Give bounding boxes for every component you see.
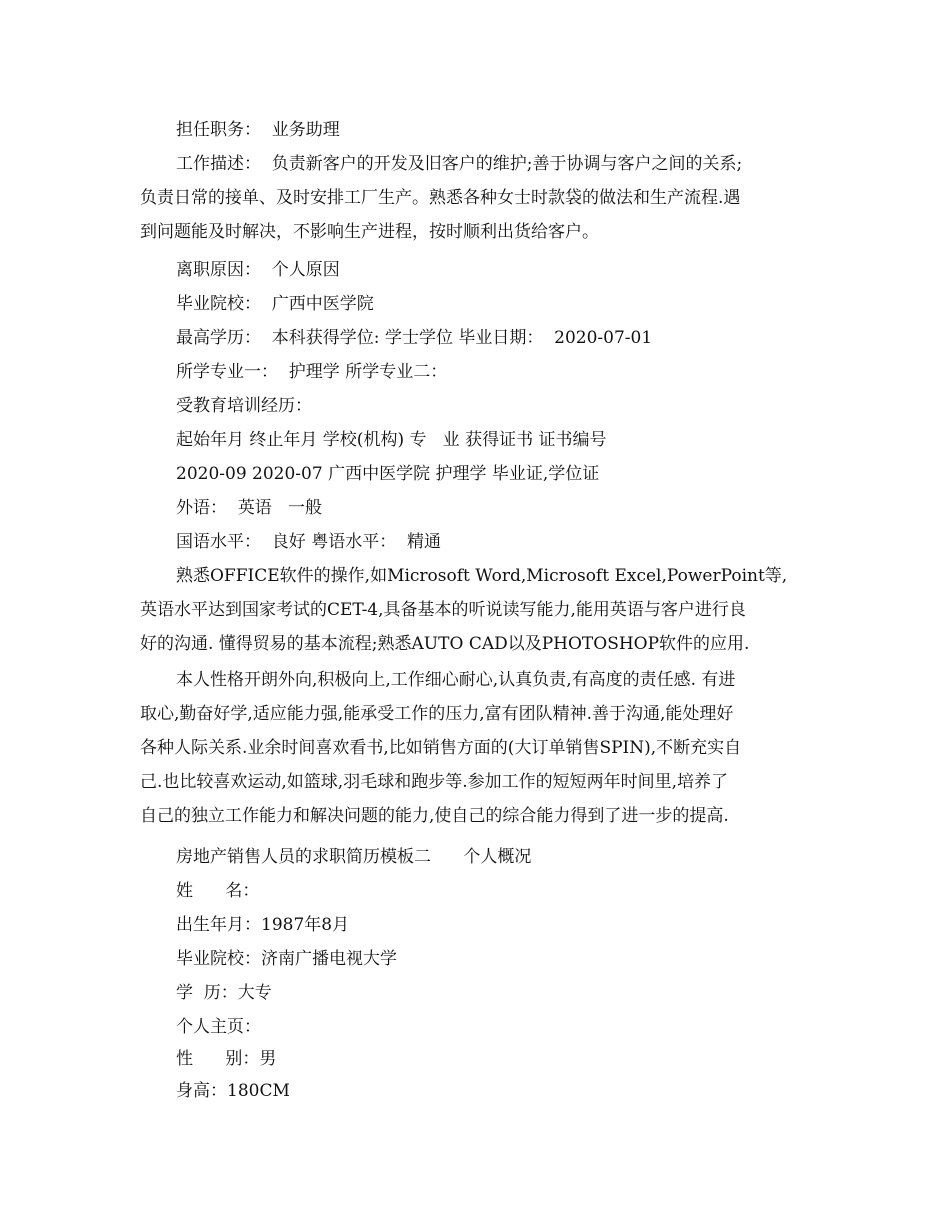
text-line: 学 历：大专	[176, 983, 272, 1003]
text-line: 身高：180CM	[176, 1081, 290, 1101]
text-line: 毕业院校：济南广播电视大学	[176, 949, 397, 969]
text-line: 房地产销售人员的求职简历模板二 个人概况	[176, 847, 532, 867]
text-line: 外语： 英语 一般	[176, 498, 323, 518]
text-line: 出生年月：1987年8月	[176, 915, 350, 935]
text-line: 起始年月 终止年月 学校(机构) 专 业 获得证书 证书编号	[176, 430, 607, 450]
text-line: 到问题能及时解决，不影响生产进程，按时顺利出货给客户。	[140, 222, 599, 242]
text-line: 工作描述： 负责新客户的开发及旧客户的维护;善于协调与客户之间的关系;	[176, 154, 743, 174]
text-line: 本人性格开朗外向,积极向上,工作细心耐心,认真负责,有高度的责任感. 有进	[176, 670, 736, 690]
text-line: 2020-09 2020-07 广西中医学院 护理学 毕业证,学位证	[176, 464, 600, 484]
text-line: 好的沟通. 懂得贸易的基本流程;熟悉AUTO CAD以及PHOTOSHOP软件的应用.	[140, 634, 750, 654]
text-line: 己.也比较喜欢运动,如篮球,羽毛球和跑步等.参加工作的短短两年时间里,培养了	[140, 772, 729, 792]
text-line: 自己的独立工作能力和解决问题的能力,使自己的综合能力得到了进一步的提高.	[140, 806, 729, 826]
text-line: 姓 名：	[176, 881, 260, 901]
text-line: 国语水平： 良好 粤语水平： 精通	[176, 532, 442, 552]
text-line: 担任职务： 业务助理	[176, 120, 340, 140]
text-line: 熟悉OFFICE软件的操作,如Microsoft Word,Microsoft Excel,PowerPoint等,	[176, 566, 788, 586]
text-line: 负责日常的接单、及时安排工厂生产。熟悉各种女士时款袋的做法和生产流程.遇	[140, 188, 741, 208]
text-line: 性 别：男	[176, 1049, 277, 1069]
text-line: 受教育培训经历：	[176, 396, 312, 416]
text-line: 个人主页：	[176, 1017, 261, 1037]
text-line: 所学专业一： 护理学 所学专业二：	[176, 362, 448, 382]
text-line: 最高学历： 本科获得学位: 学士学位 毕业日期： 2020-07-01	[176, 328, 653, 348]
text-line: 英语水平达到国家考试的CET-4,具备基本的听说读写能力,能用英语与客户进行良	[140, 600, 746, 620]
text-line: 取心,勤奋好学,适应能力强,能承受工作的压力,富有团队精神.善于沟通,能处理好	[140, 704, 734, 724]
text-line: 各种人际关系.业余时间喜欢看书,比如销售方面的(大订单销售SPIN),不断充实自	[140, 738, 742, 758]
text-line: 离职原因： 个人原因	[176, 260, 340, 280]
text-line: 毕业院校： 广西中医学院	[176, 294, 374, 314]
